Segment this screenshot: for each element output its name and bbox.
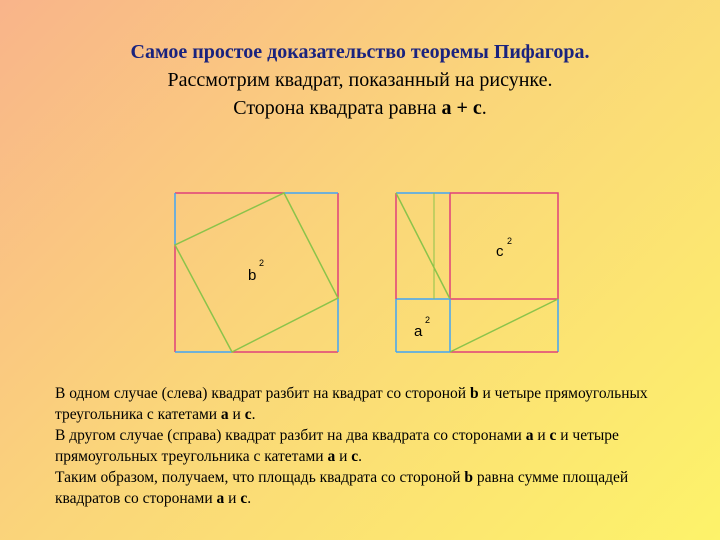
left-rect-diagonal xyxy=(396,193,450,299)
var-c: c xyxy=(351,448,359,465)
text-fragment: . xyxy=(247,490,252,507)
text-fragment: и xyxy=(224,490,241,507)
text-fragment: равна сумме площадей квадратов со сторонами xyxy=(55,469,629,507)
inner-square-b xyxy=(175,193,338,352)
var-b: b xyxy=(469,385,479,402)
var-a: a xyxy=(327,448,336,465)
var-b: b xyxy=(464,469,474,486)
label-c: c xyxy=(496,243,504,260)
var-a: a xyxy=(216,490,225,507)
header-line-2: Рассмотрим квадрат, показанный на рисунке. xyxy=(167,69,553,91)
text-fragment: и xyxy=(335,448,352,465)
text-fragment: и xyxy=(533,427,550,444)
label-a-exponent: 2 xyxy=(425,315,431,325)
text-fragment: и четыре прямоугольных треугольника с катетами xyxy=(55,385,648,423)
paragraph-conclusion xyxy=(55,467,695,509)
var-a: a xyxy=(525,427,534,444)
header-line-3-suffix: . xyxy=(481,97,487,119)
text-fragment: В другом случае (справа) квадрат разбит на два квадрата со сторонами xyxy=(55,427,526,444)
label-b-exponent: 2 xyxy=(259,258,265,268)
bottom-rect-diagonal xyxy=(450,299,558,352)
text-fragment: . xyxy=(251,406,256,423)
text-fragment: В одном случае (слева) квадрат разбит на квадрат со стороной xyxy=(55,385,470,402)
right-figure xyxy=(396,193,558,352)
slide-title: Самое простое доказательство теоремы Пифагора. xyxy=(130,41,590,63)
header-line-3-prefix: Сторона квадрата равна xyxy=(233,97,442,119)
var-c: c xyxy=(240,490,248,507)
label-a: a xyxy=(414,323,423,340)
label-b: b xyxy=(248,267,257,284)
left-figure xyxy=(175,193,338,352)
explanation-text xyxy=(55,383,695,509)
text-fragment: и xyxy=(228,406,245,423)
text-fragment: Таким образом, получаем, что площадь квадрата со стороной xyxy=(55,469,465,486)
label-c-exponent: 2 xyxy=(507,236,513,246)
square-c xyxy=(450,193,558,299)
paragraph-right-case xyxy=(55,425,695,467)
text-fragment: и четыре прямоугольных треугольника с катетами xyxy=(55,427,619,465)
var-a: a xyxy=(220,406,229,423)
paragraph-left-case xyxy=(55,383,695,425)
var-c: c xyxy=(549,427,557,444)
text-fragment: . xyxy=(358,448,363,465)
var-c: c xyxy=(244,406,252,423)
side-expression: a + c xyxy=(441,97,482,119)
